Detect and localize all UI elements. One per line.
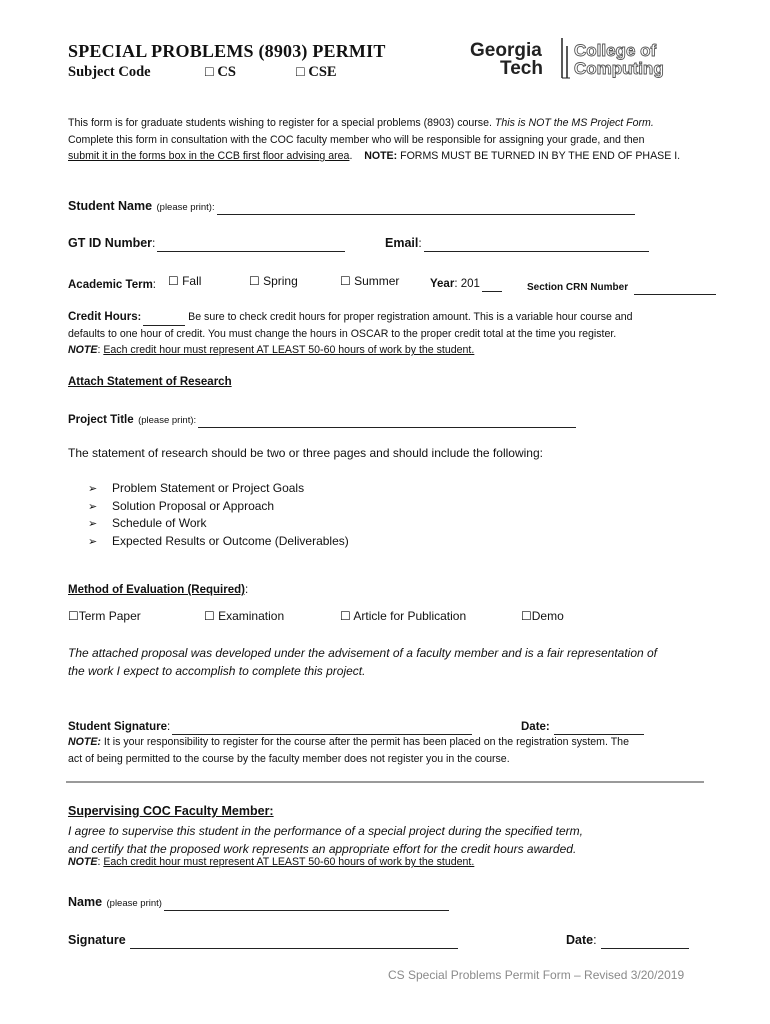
email-colon: : [418, 236, 422, 250]
bullet-arrow-icon: ➢ [88, 535, 98, 548]
credit-hours-field[interactable] [143, 315, 185, 326]
faculty-note-label: NOTE [68, 856, 98, 868]
term-fall-checkbox[interactable]: ☐ Fall [168, 274, 202, 288]
crn-field[interactable] [634, 283, 716, 295]
student-date-row [521, 717, 644, 735]
subject-option-cse[interactable]: □ CSE [296, 64, 337, 80]
faculty-name-label: Name [68, 895, 103, 909]
credit-hours-label: Credit Hours [68, 311, 138, 323]
list-item [88, 498, 349, 516]
bullet-text: Solution Proposal or Approach [112, 498, 275, 513]
student-name-row [68, 197, 635, 215]
credit-hours-text-1: Be sure to check credit hours for proper registration amount. This is a variable hour course and [185, 311, 633, 323]
advisement-line-2: the work I expect to accomplish to complete this project. [68, 664, 366, 678]
subject-option-cs[interactable]: □ CS [205, 64, 236, 80]
student-name-label: Student Name [68, 199, 153, 213]
project-title-field[interactable] [198, 415, 576, 428]
year-row [430, 274, 502, 292]
year-label: Year [430, 278, 455, 290]
term-spring-checkbox[interactable]: ☐ Spring [249, 274, 298, 288]
bullet-arrow-icon: ➢ [88, 518, 98, 530]
gtid-colon: : [152, 236, 156, 250]
logo-tower-icon [562, 38, 570, 78]
registration-note [68, 734, 708, 767]
credit-note-text: Each credit hour must represent AT LEAST 50-60 hours of work by the student. [103, 344, 475, 356]
bullet-text: Problem Statement or Project Goals [112, 481, 305, 495]
intro-line-2: Complete this form in consultation with the COC faculty member who will be responsible for assigning your grade, and then [68, 133, 645, 146]
credit-hours-section [68, 309, 718, 359]
logo-georgia-text: Georgia [470, 40, 542, 61]
faculty-agreement-line-2: and certify that the proposed work represents an appropriate effort for the credit hours awarded. [68, 842, 577, 856]
faculty-date-field[interactable] [601, 935, 689, 949]
crn-row [527, 277, 716, 295]
list-item [88, 480, 349, 498]
year-prefix: : 201 [454, 278, 480, 290]
intro-note-text: FORMS MUST BE TURNED IN BY THE END OF PHASE I. [397, 150, 681, 162]
subject-code-label: Subject Code [68, 64, 151, 80]
credit-note-colon: : [97, 344, 101, 356]
student-signature-row [68, 717, 472, 735]
logo-graphic [470, 38, 690, 80]
faculty-note [68, 856, 474, 868]
credit-hours-colon: : [137, 311, 142, 323]
student-signature-colon: : [167, 721, 171, 733]
research-heading: Attach Statement of Research [68, 376, 232, 388]
faculty-agreement [68, 822, 583, 858]
email-row [385, 234, 649, 252]
academic-term-row [68, 275, 156, 293]
faculty-signature-label: Signature [68, 933, 126, 947]
year-field[interactable] [482, 279, 502, 292]
student-name-field[interactable] [217, 200, 635, 215]
faculty-agreement-line-1: I agree to supervise this student in the performance of a special project during the specified term, [68, 824, 583, 838]
georgia-tech-college-of-computing-logo [470, 38, 690, 80]
intro-line-1: This form is for graduate students wishing to register for a special problems (8903) course. [68, 117, 495, 129]
form-title: SPECIAL PROBLEMS (8903) PERMIT [68, 41, 386, 61]
evaluation-heading-row [68, 584, 248, 596]
faculty-signature-row [68, 931, 458, 949]
faculty-name-field[interactable] [164, 899, 449, 911]
research-statement: The statement of research should be two or three pages and should include the following: [68, 446, 543, 460]
academic-term-label: Academic Term [68, 279, 153, 291]
email-label: Email [385, 236, 419, 250]
project-title-hint: (please print) [138, 415, 194, 426]
faculty-date-colon: : [593, 933, 597, 947]
faculty-note-colon: : [97, 856, 101, 868]
advisement-statement [68, 644, 657, 680]
section-divider [66, 781, 704, 783]
list-item [88, 515, 349, 533]
bullet-arrow-icon: ➢ [88, 500, 98, 513]
email-field[interactable] [424, 237, 649, 252]
evaluation-heading-colon: : [244, 584, 249, 596]
project-title-colon: : [193, 415, 197, 426]
eval-examination-checkbox[interactable]: ☐ Examination [204, 609, 285, 623]
term-summer-checkbox[interactable]: ☐ Summer [340, 274, 400, 288]
research-bullet-list [88, 480, 349, 550]
crn-label: Section CRN Number [527, 282, 629, 293]
faculty-name-row [68, 893, 449, 911]
intro-not-ms-form: This is NOT the MS Project Form. [494, 117, 654, 129]
faculty-name-hint: (please print) [106, 898, 162, 909]
academic-term-colon: : [152, 279, 156, 291]
gtid-field[interactable] [157, 237, 345, 252]
evaluation-heading: Method of Evaluation (Required) [68, 584, 245, 596]
faculty-date-label: Date [566, 933, 594, 947]
student-signature-label: Student Signature [68, 721, 168, 733]
bullet-arrow-icon: ➢ [88, 483, 98, 495]
project-title-label: Project Title [68, 414, 134, 426]
eval-article-checkbox[interactable]: ☐ Article for Publication [340, 609, 467, 623]
eval-term-paper-checkbox[interactable]: ☐Term Paper [68, 609, 141, 623]
registration-note-line-2: act of being permitted to the course by the faculty member does not register you in the course. [68, 752, 510, 765]
faculty-signature-field[interactable] [130, 935, 458, 949]
bullet-text: Schedule of Work [112, 516, 207, 530]
gtid-label: GT ID Number [68, 236, 153, 250]
credit-hours-text-2: defaults to one hour of credit. You must change the hours in OSCAR to the proper credit total at the time you register. [68, 327, 617, 340]
faculty-heading: Supervising COC Faculty Member: [68, 804, 274, 818]
student-date-label: Date: [521, 721, 550, 733]
form-footer: CS Special Problems Permit Form – Revised 3/20/2019 [388, 968, 685, 982]
project-title-row [68, 410, 576, 428]
advisement-line-1: The attached proposal was developed under the advisement of a faculty member and is a fair representation of [68, 646, 658, 660]
eval-demo-checkbox[interactable]: ☐Demo [521, 609, 564, 623]
faculty-note-text: Each credit hour must represent AT LEAST 50-60 hours of work by the student. [103, 856, 475, 868]
student-name-colon: : [211, 202, 215, 213]
list-item [88, 533, 349, 551]
logo-computing-text: Computing [574, 59, 664, 78]
intro-paragraph [68, 115, 708, 165]
gtid-row [68, 234, 345, 252]
logo-college-of-text: College of [574, 41, 657, 60]
credit-note-label: NOTE [68, 344, 98, 356]
registration-note-line-1: It is your responsibility to register for the course after the permit has been placed on the registration system. The [100, 736, 629, 748]
registration-note-label: NOTE: [68, 736, 101, 748]
intro-note-label: NOTE: [364, 150, 398, 162]
faculty-date-row [566, 931, 689, 949]
intro-period: . [349, 150, 353, 162]
student-name-hint: (please print) [156, 202, 212, 213]
bullet-text: Expected Results or Outcome (Deliverables) [112, 533, 349, 548]
intro-submit-location: submit it in the forms box in the CCB first floor advising area [68, 150, 350, 162]
logo-tech-text: Tech [500, 58, 543, 79]
